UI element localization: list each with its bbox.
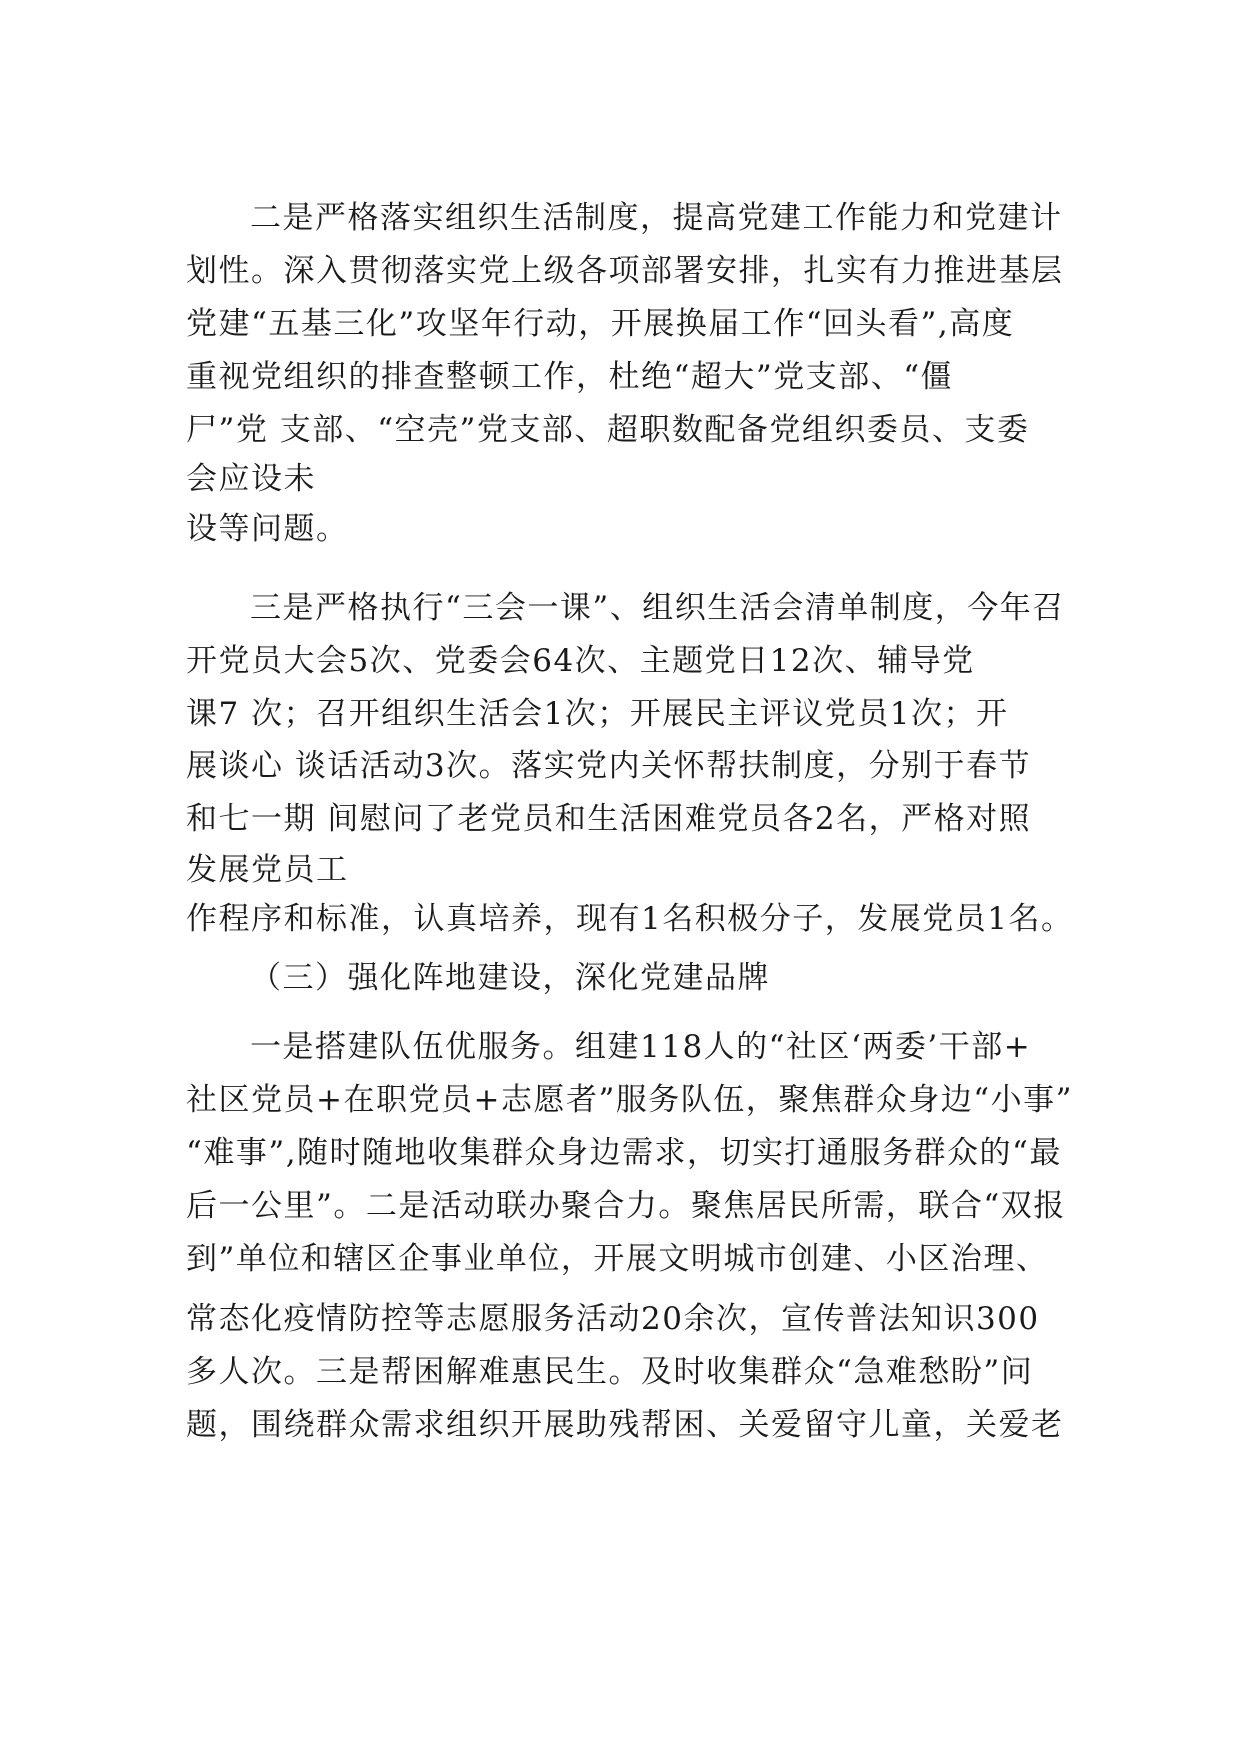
text-line: 发展党员工	[186, 852, 349, 888]
text-line: 作程序和标准，认真培养，现有1名积极分子，发展党员1名。	[186, 901, 1074, 937]
text-line: 题，围绕群众需求组织开展助残帮困、关爱留守儿童，关爱老	[186, 1407, 1064, 1443]
text-line: 后一公里”。二是活动联办聚合力。聚焦居民所需，联合“双报	[186, 1188, 1066, 1224]
text-line: 到”单位和辖区企事业单位，开展文明城市创建、小区治理、	[186, 1241, 1049, 1277]
text-line: 课7 次；召开组织生活会1次；开展民主评议党员1次；开	[186, 696, 1009, 732]
text-line: 重视党组织的排查整顿工作，杜绝“超大”党支部、“僵	[186, 359, 954, 395]
text-line: 社区党员+在职党员+志愿者”服务队伍，聚焦群众身边“小事”	[186, 1082, 1073, 1118]
text-line: 党建“五基三化”攻坚年行动，开展换届工作“回头看”,高度	[186, 306, 1015, 342]
text-line: 二是严格落实组织生活制度，提高党建工作能力和党建计	[250, 200, 1063, 236]
text-line: 多人次。三是帮困解难惠民生。及时收集群众“急难愁盼”问	[186, 1354, 1034, 1390]
text-line: 开党员大会5次、党委会64次、主题党日12次、辅导党	[186, 643, 975, 679]
text-line: 展谈心 谈话活动3次。落实党内关怀帮扶制度，分别于春节	[186, 748, 1032, 784]
text-line: 尸”党 支部、“空壳”党支部、超职数配备党组织委员、支委	[186, 412, 1030, 448]
section-heading: （三）强化阵地建设，深化党建品牌	[250, 960, 770, 996]
text-line: “难事”,随时随地收集群众身边需求，切实打通服务群众的“最	[186, 1135, 1062, 1171]
text-line: 三是严格执行“三会一课”、组织生活会清单制度，今年召	[250, 590, 1065, 626]
text-line: 和七一期 间慰问了老党员和生活困难党员各2名，严格对照	[186, 801, 1032, 837]
text-line: 常态化疫情防控等志愿服务活动20余次，宣传普法知识300	[186, 1301, 1040, 1337]
text-line: 会应设未	[186, 461, 316, 497]
text-line: 划性。深入贯彻落实党上级各项部署安排，扎实有力推进基层	[186, 253, 1064, 289]
text-line: 一是搭建队伍优服务。组建118人的“社区‘两委’干部+	[250, 1029, 1032, 1065]
text-line: 设等问题。	[186, 511, 349, 547]
